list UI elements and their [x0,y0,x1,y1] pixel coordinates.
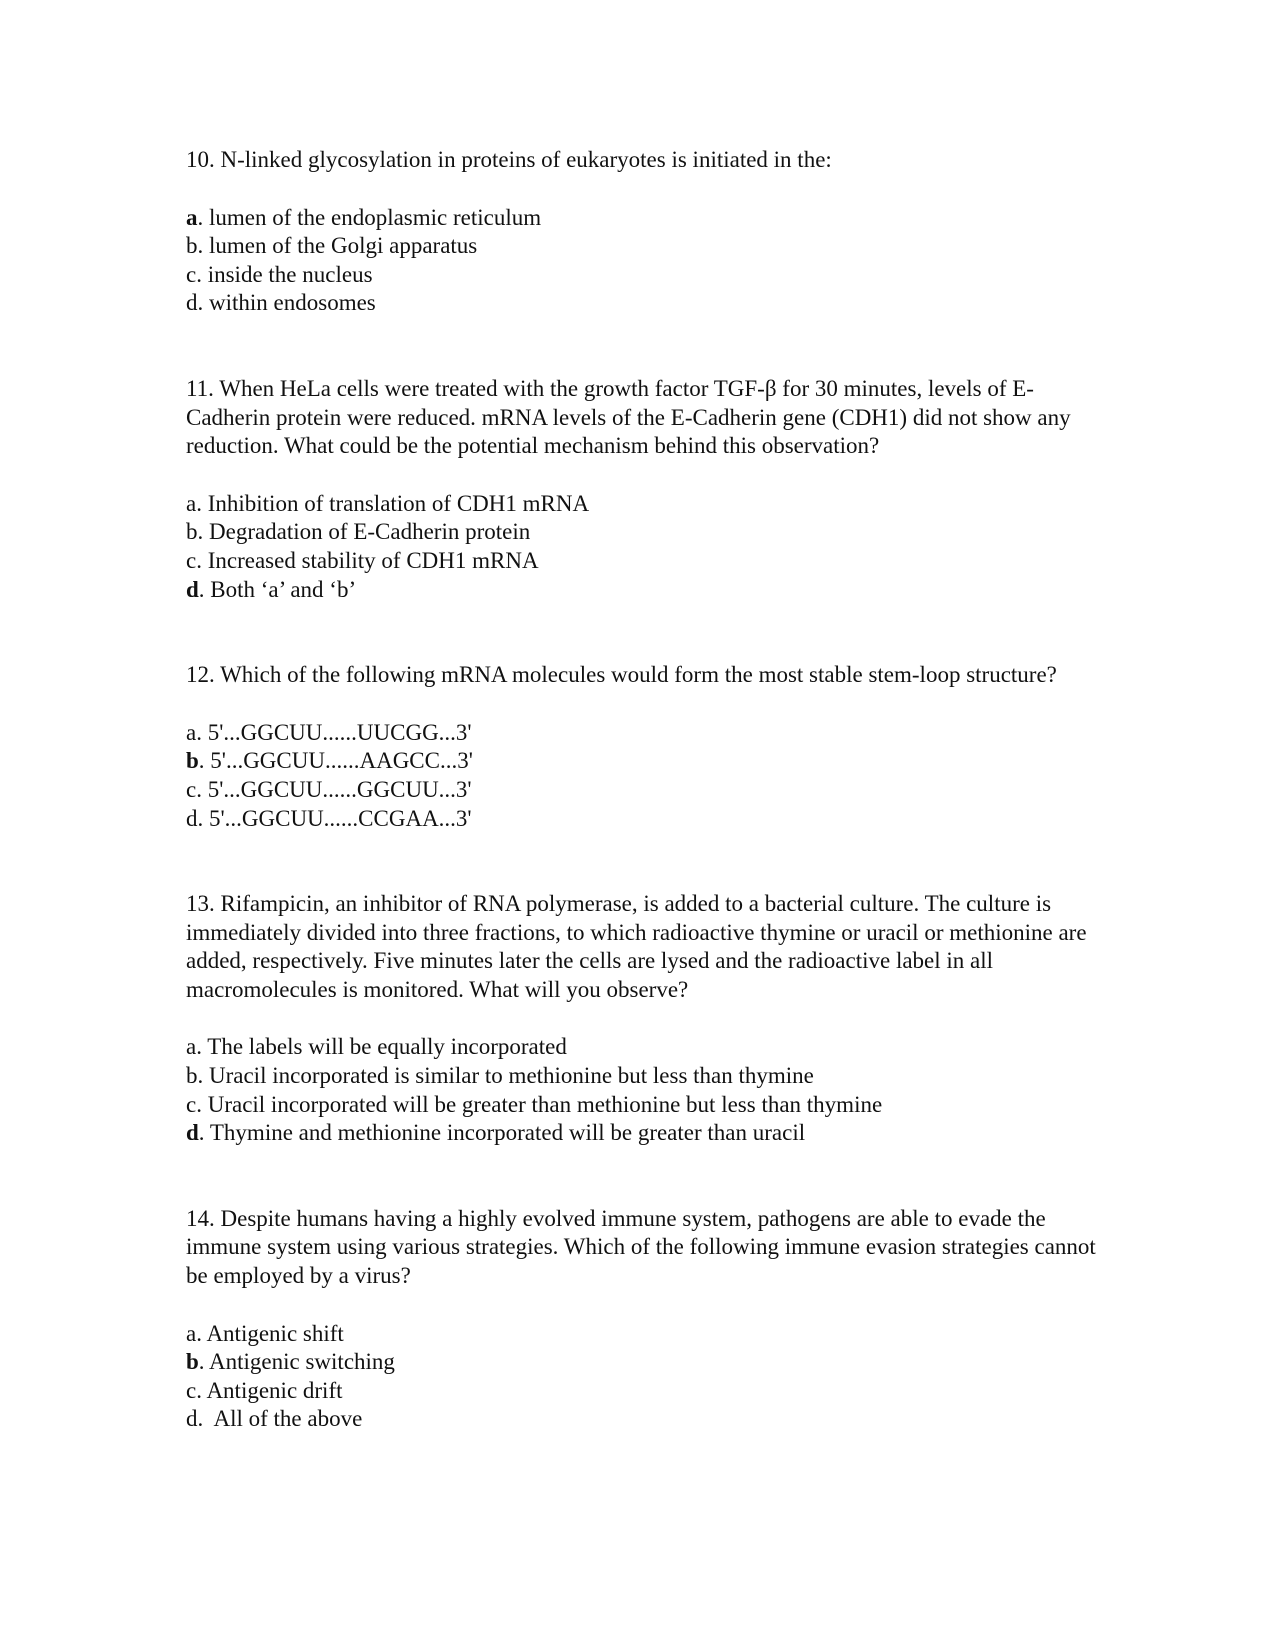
option-text: . lumen of the Golgi apparatus [197,233,478,259]
option-letter: a [186,1034,197,1060]
question-page [186,146,1106,1434]
option-list [186,1033,1106,1147]
option-b [186,747,1106,776]
option-list [186,719,1106,833]
question-14 [186,1205,1106,1434]
option-text: . within endosomes [197,290,376,316]
option-letter: b [186,1063,198,1089]
option-b [186,1348,1106,1377]
option-text: . 5'...GGCUU......AAGCC...3' [198,748,473,774]
option-d [186,289,1106,318]
option-letter: c [186,547,197,573]
option-d [186,805,1106,834]
option-text: . inside the nucleus [196,261,373,287]
option-letter: d [186,1120,199,1146]
option-text: . Increased stability of CDH1 mRNA [196,547,539,573]
question-12 [186,661,1106,833]
option-b [186,1062,1106,1091]
option-letter: d [186,1406,198,1432]
option-letter: c [186,776,197,802]
option-letter: c [186,1377,197,1403]
option-text: . Degradation of E-Cadherin protein [197,519,531,545]
question-11 [186,375,1106,604]
option-text: . 5'...GGCUU......UUCGG...3' [196,719,472,745]
option-letter: a [186,719,197,745]
option-text: . All of the above [197,1406,363,1432]
option-text: . lumen of the endoplasmic reticulum [197,204,542,230]
option-b [186,232,1106,261]
option-text: . Antigenic drift [196,1377,343,1403]
option-c [186,547,1106,576]
option-letter: b [186,748,199,774]
option-b [186,518,1106,547]
option-text: . 5'...GGCUU......GGCUU...3' [196,776,472,802]
option-text: . Both ‘a’ and ‘b’ [198,576,357,602]
option-d [186,1119,1106,1148]
option-text: . Inhibition of translation of CDH1 mRNA [196,490,590,516]
option-list [186,490,1106,604]
option-letter: a [186,1320,197,1346]
option-a [186,490,1106,519]
option-a [186,719,1106,748]
question-13 [186,890,1106,1148]
option-text: . Thymine and methionine incorporated will be greater than uracil [198,1120,806,1146]
option-letter: a [186,204,198,230]
option-c [186,1377,1106,1406]
option-text: . Uracil incorporated will be greater than methionine but less than thymine [196,1091,883,1117]
option-c [186,1091,1106,1120]
option-d [186,1405,1106,1434]
option-letter: d [186,805,198,831]
option-letter: c [186,261,197,287]
question-stem: 13. Rifampicin, an inhibitor of RNA polymerase, is added to a bacterial culture. The culture is immediately divided into three fractions, to which radioactive thymine or uracil or methionine are added, respectively. Five minutes later the cells are lysed and the radioactive label in all macromolecules is monitored. What will you observe? [186,891,1087,1002]
option-text: . Uracil incorporated is similar to methionine but less than thymine [197,1063,814,1089]
option-text: . Antigenic switching [198,1349,395,1375]
option-text: . The labels will be equally incorporated [196,1034,567,1060]
option-list [186,1320,1106,1434]
option-c [186,776,1106,805]
option-letter: d [186,576,199,602]
option-letter: a [186,490,197,516]
option-letter: b [186,519,198,545]
question-stem: 10. N-linked glycosylation in proteins of eukaryotes is initiated in the: [186,147,832,172]
option-a [186,1033,1106,1062]
option-a [186,1320,1106,1349]
option-c [186,261,1106,290]
option-a [186,204,1106,233]
question-10 [186,146,1106,318]
option-letter: d [186,290,198,316]
option-letter: b [186,233,198,259]
question-stem: 12. Which of the following mRNA molecules would form the most stable stem-loop structure? [186,662,1057,688]
option-letter: b [186,1349,199,1375]
option-text: . Antigenic shift [196,1320,344,1346]
option-d [186,576,1106,605]
option-letter: c [186,1091,197,1117]
question-stem: 11. When HeLa cells were treated with the growth factor TGF-β for 30 minutes, levels of E-Cadherin protein were reduced. mRNA levels of the E-Cadherin gene (CDH1) did not show any reduction. What could be the potential mechanism behind this observation? [186,375,1071,459]
option-text: . 5'...GGCUU......CCGAA...3' [197,805,472,831]
option-list [186,204,1106,318]
question-stem: 14. Despite humans having a highly evolved immune system, pathogens are able to evade the immune system using various strategies. Which of the following immune evasion strategies cannot be employed by a virus? [186,1205,1096,1289]
